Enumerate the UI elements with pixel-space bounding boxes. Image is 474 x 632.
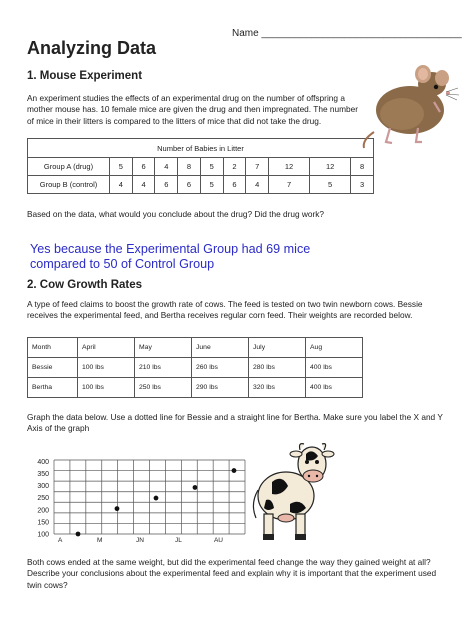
table-row <box>28 176 374 194</box>
table-cell: 4 <box>110 176 133 194</box>
table-cell: 2 <box>223 158 246 176</box>
table-cell: 290 lbs <box>192 378 249 398</box>
table-cell: 6 <box>155 176 178 194</box>
table-header-cell: July <box>249 338 306 358</box>
name-field[interactable]: Name ____________________________________ <box>232 28 462 39</box>
mouse-experiment-intro: An experiment studies the effects of an experimental drug on the number of offspring a mother mouse has. 10 female mice are given the drug and then impregnated. The number of mice in their litters is compared to the litters of mice that did not take the drug. <box>27 93 358 126</box>
y-tick-label: 200 <box>37 507 49 515</box>
litter-table-caption: Number of Babies in Litter <box>28 139 374 158</box>
table-cell: 6 <box>132 158 155 176</box>
table-cell: 7 <box>246 158 269 176</box>
table-cell: 3 <box>351 176 374 194</box>
cow-illustration <box>248 438 340 544</box>
drug-question: Based on the data, what would you conclude about the drug? Did the drug work? <box>27 209 325 219</box>
table-cell: 260 lbs <box>192 358 249 378</box>
chart-grid <box>54 460 245 534</box>
table-cell: 5 <box>200 176 223 194</box>
table-cell: Bessie <box>28 358 78 378</box>
table-cell: Group B (control) <box>28 176 110 194</box>
y-tick-label: 250 <box>37 495 49 503</box>
table-cell: 7 <box>269 176 310 194</box>
table-cell: 12 <box>269 158 310 176</box>
table-header-cell: Month <box>28 338 78 358</box>
x-tick-label: JL <box>174 537 182 544</box>
table-cell: 5 <box>310 176 351 194</box>
table-cell: 12 <box>310 158 351 176</box>
table-cell: Bertha <box>28 378 78 398</box>
data-point <box>193 485 198 490</box>
x-tick-label: M <box>96 537 103 544</box>
table-cell: 6 <box>223 176 246 194</box>
y-tick-label: 350 <box>37 471 49 479</box>
table-cell: 100 lbs <box>78 378 135 398</box>
litter-table <box>27 138 374 194</box>
table-cell: 8 <box>178 158 201 176</box>
cow-growth-intro: A type of feed claims to boost the growth rate of cows. The feed is tested on two twin newborn cows. Bessie receives the experimental feed, and Bertha receives regular corn feed. Their weights are recorded below. <box>27 299 423 321</box>
table-cell: 250 lbs <box>135 378 192 398</box>
table-cell: 400 lbs <box>306 358 363 378</box>
table-cell: 400 lbs <box>306 378 363 398</box>
closing-question: Both cows ended at the same weight, but did the experimental feed change the way they gained weight at all? Describe your conclusions about the experimental feed and explain why it is important that the experiment used twin cows? <box>27 557 437 590</box>
table-cell: 4 <box>132 176 155 194</box>
table-row <box>28 378 363 398</box>
table-cell: 5 <box>200 158 223 176</box>
data-point <box>76 532 81 537</box>
chart-y-ticks <box>37 459 49 538</box>
x-tick-label: AU <box>213 537 224 544</box>
table-cell: 210 lbs <box>135 358 192 378</box>
table-cell: 5 <box>110 158 133 176</box>
page-title: Analyzing Data <box>27 38 157 58</box>
y-tick-label: 400 <box>37 459 49 466</box>
x-tick-label: A <box>58 537 63 544</box>
table-header-cell: June <box>192 338 249 358</box>
x-tick-label: JN <box>135 537 144 544</box>
handwritten-answer[interactable]: Yes because the Experimental Group had 69 mice compared to 50 of Control Group <box>30 242 311 271</box>
mouse-experiment-heading: 1. Mouse Experiment <box>27 70 143 82</box>
y-tick-label: 300 <box>37 483 49 491</box>
table-row <box>28 158 374 176</box>
table-cell: 8 <box>351 158 374 176</box>
table-cell: 280 lbs <box>249 358 306 378</box>
table-header-cell: April <box>78 338 135 358</box>
data-point <box>154 496 159 501</box>
table-cell: 320 lbs <box>249 378 306 398</box>
y-tick-label: 100 <box>37 531 49 539</box>
data-point <box>115 506 120 511</box>
table-cell: 100 lbs <box>78 358 135 378</box>
data-point <box>232 468 237 473</box>
table-cell: 4 <box>155 158 178 176</box>
table-header-cell: May <box>135 338 192 358</box>
table-header-cell: Aug <box>306 338 363 358</box>
table-row <box>28 358 363 378</box>
y-tick-label: 150 <box>37 519 49 527</box>
cow-growth-heading: 2. Cow Growth Rates <box>27 279 143 291</box>
graph-instructions: Graph the data below. Use a dotted line for Bessie and a straight line for Bertha. Make sure you label the X and Y Axis of the graph <box>27 412 443 434</box>
table-row <box>28 338 363 358</box>
table-cell: Group A (drug) <box>28 158 110 176</box>
table-cell: 4 <box>246 176 269 194</box>
chart-x-ticks <box>58 537 223 544</box>
mouse-illustration <box>360 62 460 150</box>
cow-weight-table <box>27 337 363 398</box>
table-cell: 6 <box>178 176 201 194</box>
weight-graph <box>27 454 249 544</box>
